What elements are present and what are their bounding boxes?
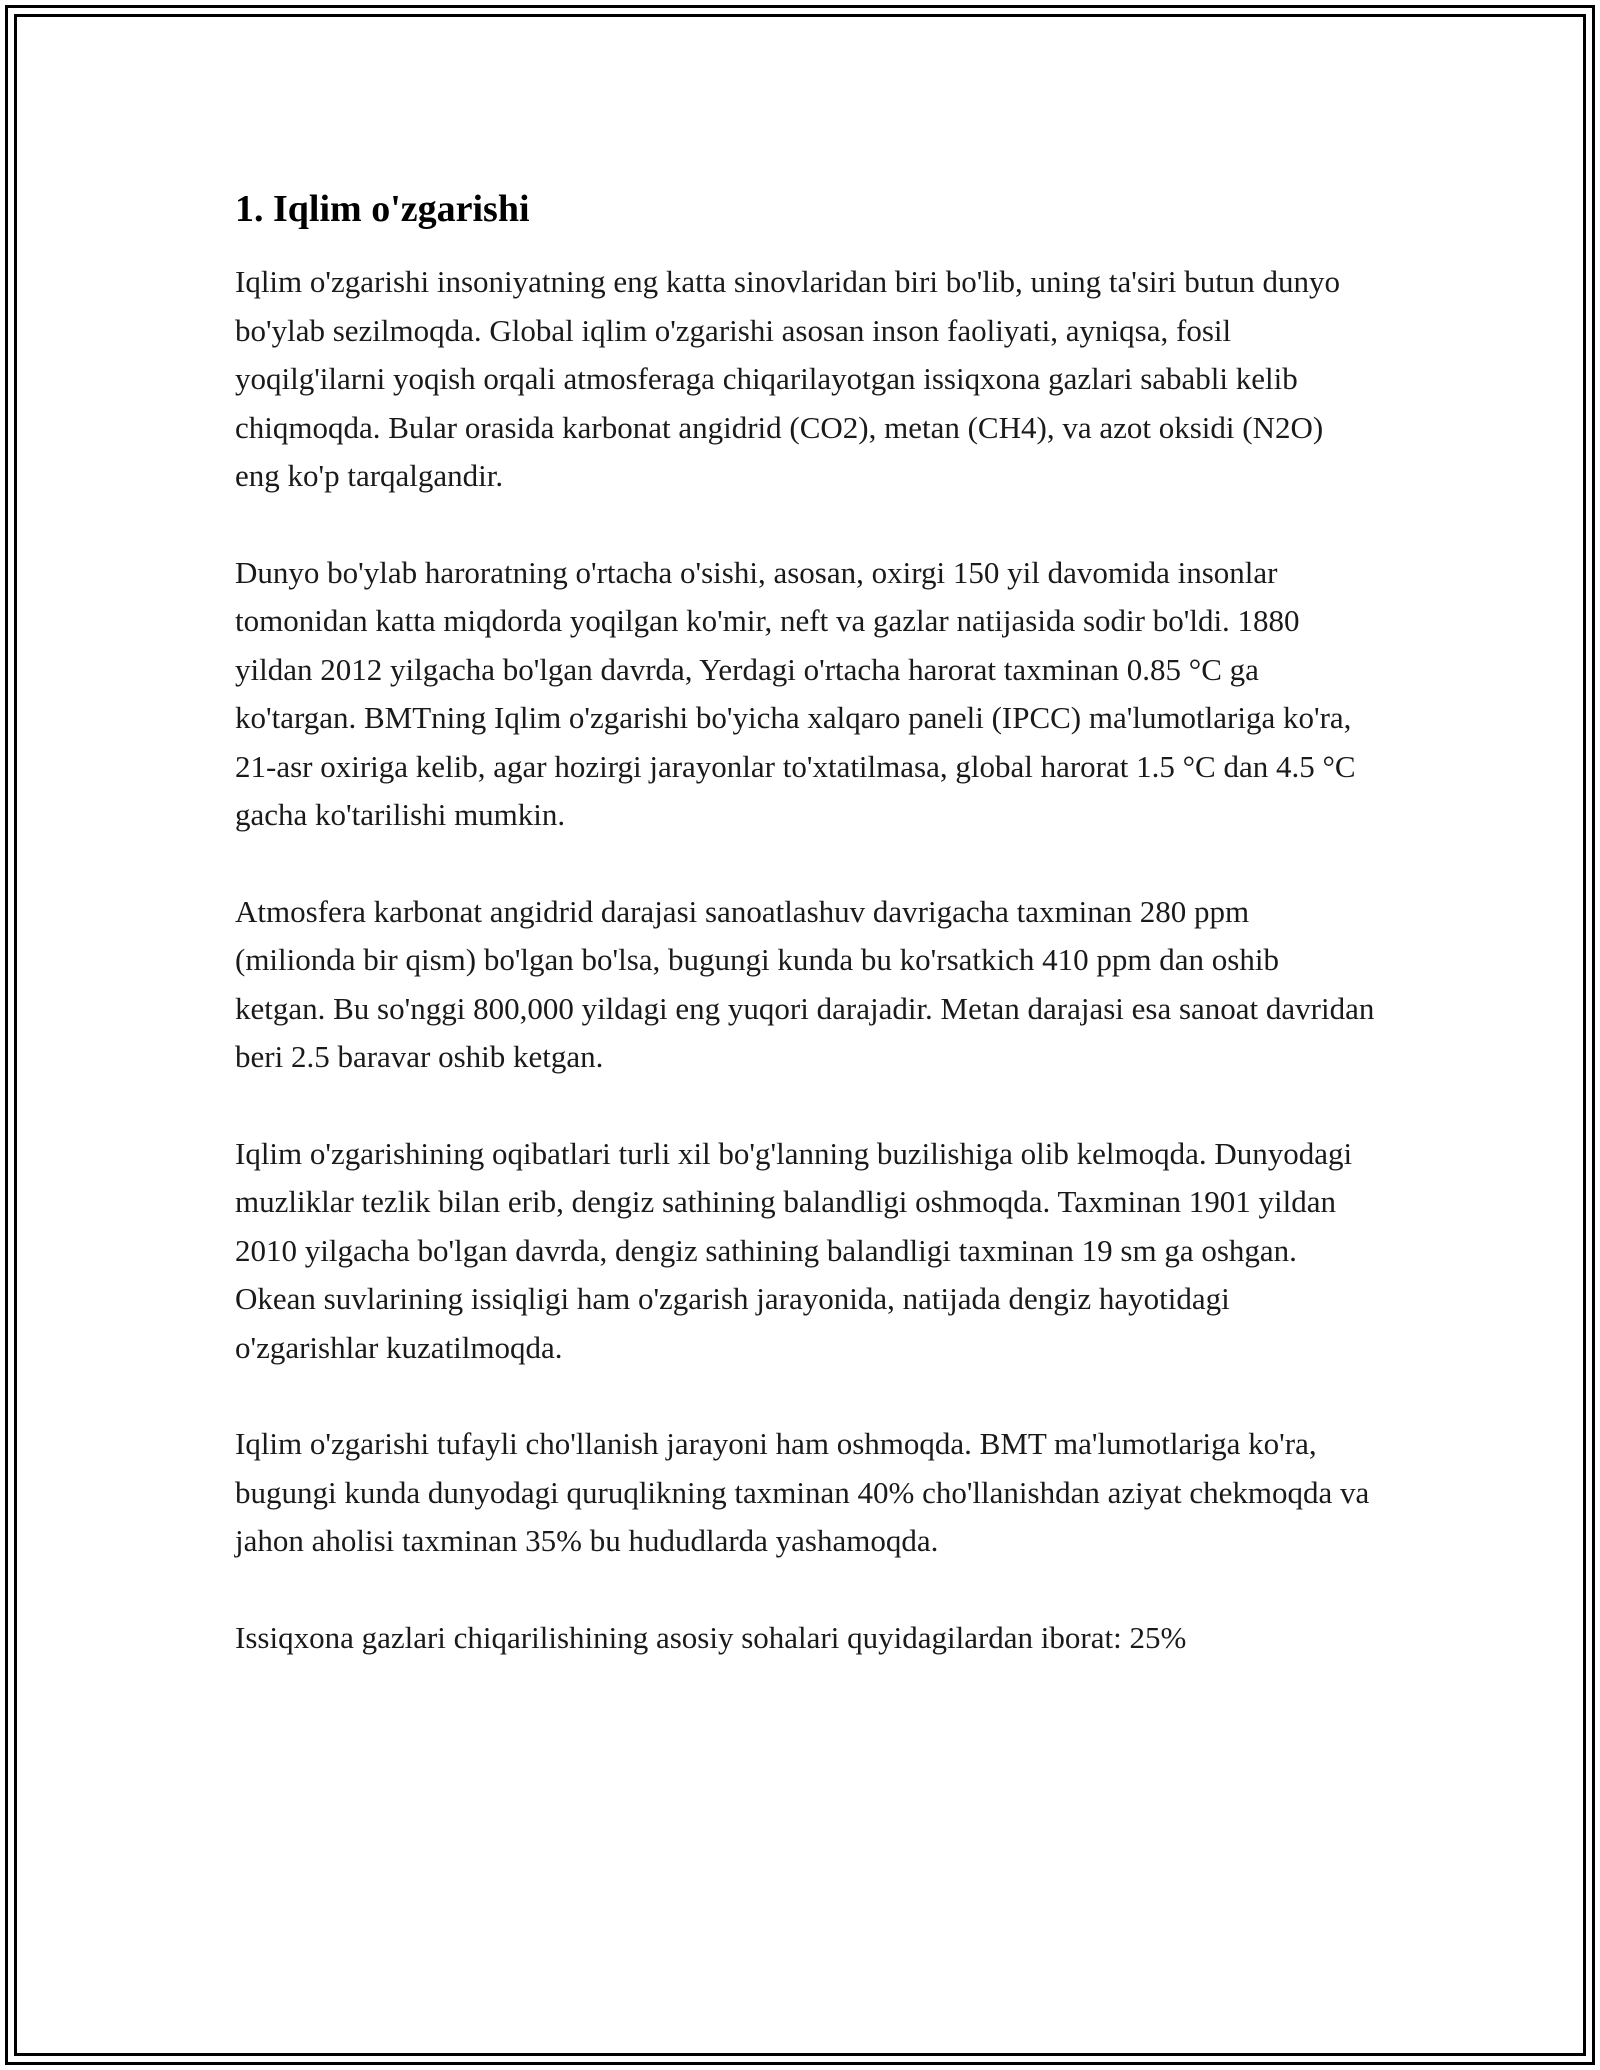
paragraph-6: Issiqxona gazlari chiqarilishining asosiy sohalari quyidagilardan iborat: 25% <box>235 1619 1187 1655</box>
section-heading: 1. Iqlim o'zgarishi <box>235 188 530 230</box>
paragraph-5: Iqlim o'zgarishi tufayli cho'llanish jarayoni ham oshmoqda. BMT ma'lumotlariga ko'ra, bugungi kunda dunyodagi quruqlikning taxminan 40% cho'llanishdan aziyat chekmoqda va jahon aholisi taxminan 35% bu hududlarda yashamoqda. <box>235 1426 1370 1559</box>
paragraph-3: Atmosfera karbonat angidrid darajasi sanoatlashuv davrigacha taxminan 280 ppm (milionda bir qism) bo'lgan bo'lsa, bugungi kunda bu ko'rsatkich 410 ppm dan oshib ketgan. Bu so'nggi 800,000 yildagi eng yuqori darajadir. Metan darajasi esa sanoat davridan beri 2.5 baravar oshib ketgan. <box>235 893 1375 1075</box>
paragraph-1: Iqlim o'zgarishi insoniyatning eng katta sinovlaridan biri bo'lib, uning ta'siri butun dunyo bo'ylab sezilmoqda. Global iqlim o'zgarishi asosan inson faoliyati, ayniqsa, fosil yoqilg'ilarni yoqish orqali atmosferaga chiqarilayotgan issiqxona gazlari sababli kelib chiqmoqda. Bular orasida karbonat angidrid (CO2), metan (CH4), va azot oksidi (N2O) eng ko'p tarqalgandir. <box>235 264 1341 494</box>
paragraph-2: Dunyo bo'ylab haroratning o'rtacha o'sishi, asosan, oxirgi 150 yil davomida insonlar tomonidan katta miqdorda yoqilgan ko'mir, neft va gazlar natijasida sodir bo'ldi. 1880 yildan 2012 yilgacha bo'lgan davrda, Yerdagi o'rtacha harorat taxminan 0.85 °C ga ko'targan. BMTning Iqlim o'zgarishi bo'yicha xalqaro paneli (IPCC) ma'lumotlariga ko'ra, 21-asr oxiriga kelib, agar hozirgi jarayonlar to'xtatilmasa, global harorat 1.5 °C dan 4.5 °C gacha ko'tarilishi mumkin. <box>235 554 1356 833</box>
document-body <box>235 185 1375 1662</box>
paragraph-4: Iqlim o'zgarishining oqibatlari turli xil bo'g'lanning buzilishiga olib kelmoqda. Dunyodagi muzliklar tezlik bilan erib, dengiz sathining balandligi oshmoqda. Taxminan 1901 yildan 2010 yilgacha bo'lgan davrda, dengiz sathining balandligi taxminan 19 sm ga oshgan. Okean suvlarining issiqligi ham o'zgarish jarayonida, natijada dengiz hayotidagi o'zgarishlar kuzatilmoqda. <box>235 1135 1353 1365</box>
